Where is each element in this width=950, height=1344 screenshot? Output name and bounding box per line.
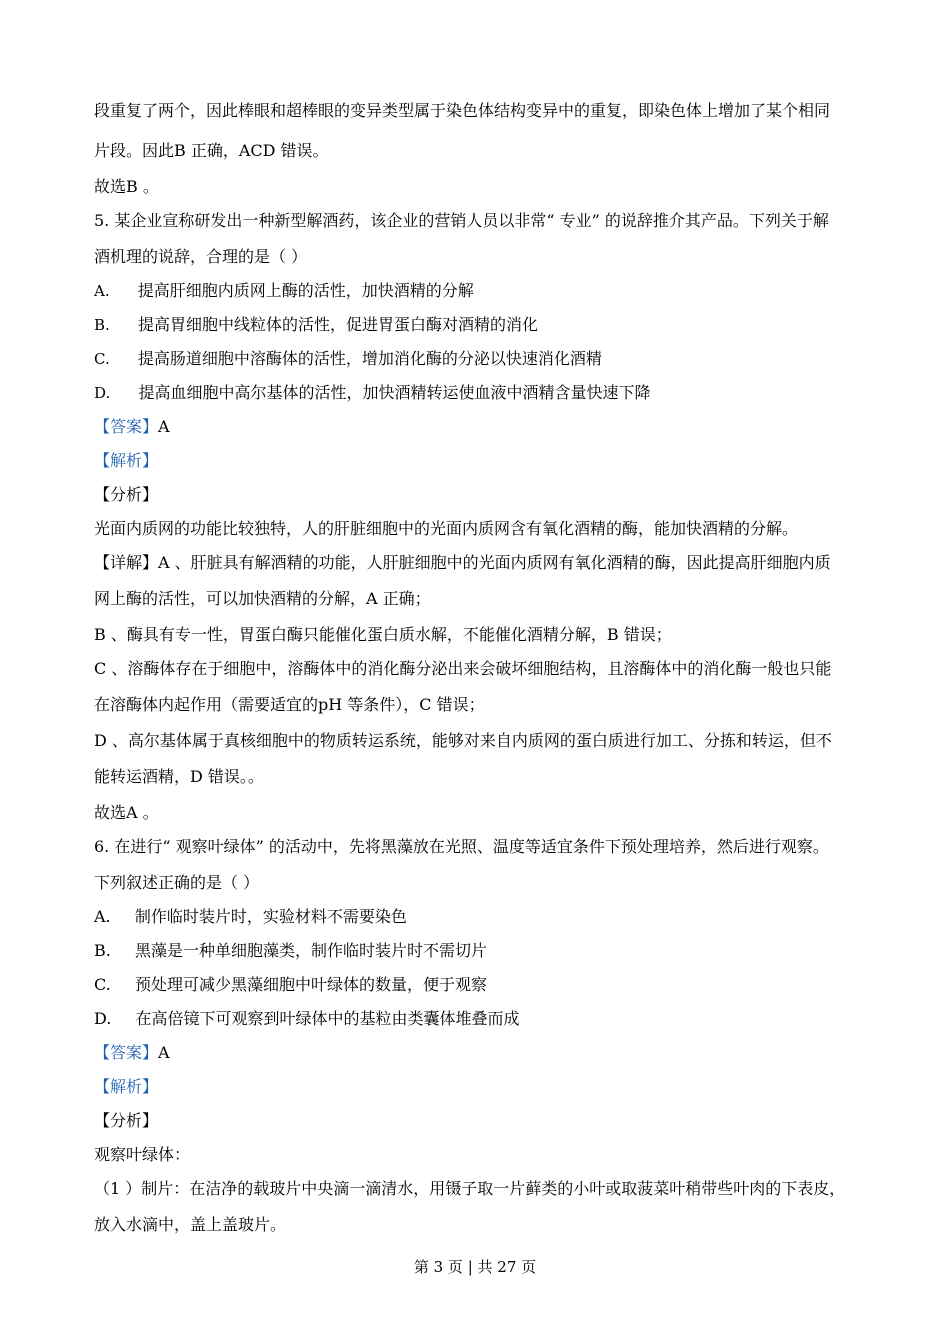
option-text: 黑藻是一种单细胞藻类，制作临时装片时不需切片	[135, 941, 488, 960]
q5-option-a	[94, 280, 474, 302]
option-label: C.	[94, 975, 111, 994]
answer-tag: 【答案】	[94, 417, 159, 436]
option-label: D.	[94, 384, 111, 402]
page-footer: 第 3 页 | 共 27 页	[413, 1258, 537, 1276]
q4-choice: 故选B 。	[94, 177, 159, 196]
q5-stem-line-1: 5. 某企业宣称研发出一种新型解酒药，该企业的营销人员以非常“ 专业” 的说辞推介其产品。下列关于解	[94, 211, 829, 230]
q6-analysis-tag: 【解析】	[94, 1077, 159, 1096]
q6-step1-line-1: （1 ）制片：在洁净的载玻片中央滴一滴清水，用镊子取一片藓类的小叶或取菠菜叶稍带些叶肉的下表皮，	[94, 1179, 846, 1198]
q5-fenxi-tag: 【分析】	[94, 485, 159, 504]
option-text: 在高倍镜下可观察到叶绿体中的基粒由类囊体堆叠而成	[135, 1009, 520, 1028]
q6-fenxi-tag: 【分析】	[94, 1111, 159, 1130]
q6-option-c	[94, 974, 487, 996]
q5-choice: 故选A 。	[94, 803, 159, 822]
option-text: 提高肠道细胞中溶酶体的活性，增加消化酶的分泌以快速消化酒精	[137, 349, 602, 368]
q6-option-a	[94, 906, 407, 928]
q5-option-b	[94, 314, 538, 336]
q6-stem-line-1: 6. 在进行“ 观察叶绿体” 的活动中，先将黑藻放在光照、温度等适宜条件下预处理培养，然后进行观察。	[94, 837, 829, 856]
option-text: 提高肝细胞内质网上酶的活性，加快酒精的分解	[137, 281, 474, 300]
q5-detail-line-4: C 、溶酶体存在于细胞中，溶酶体中的消化酶分泌出来会破坏细胞结构，且溶酶体中的消化酶一般也只能	[94, 659, 832, 678]
option-label: D.	[94, 1009, 112, 1028]
q6-stem-line-2: 下列叙述正确的是（ ）	[94, 873, 260, 892]
q5-stem-line-2: 酒机理的说辞，合理的是（ ）	[94, 247, 308, 266]
option-label: B.	[94, 941, 111, 960]
option-text: 制作临时装片时，实验材料不需要染色	[134, 907, 407, 926]
q6-step1-line-2: 放入水滴中，盖上盖玻片。	[94, 1215, 287, 1234]
option-label: C.	[94, 350, 110, 368]
q6-option-d	[94, 1008, 520, 1030]
q4-explanation-line-1: 段重复了两个，因此棒眼和超棒眼的变异类型属于染色体结构变异中的重复，即染色体上增加了某个相同	[94, 101, 831, 120]
q5-option-d	[94, 382, 650, 404]
option-text: 预处理可减少黑藻细胞中叶绿体的数量，便于观察	[134, 975, 487, 994]
option-label: A.	[94, 282, 110, 300]
q5-detail-line-7: 能转运酒精，D 错误。。	[94, 767, 264, 786]
option-label: A.	[94, 907, 111, 926]
answer-tag: 【答案】	[94, 1043, 159, 1062]
q5-detail-line-1: 【详解】A 、肝脏具有解酒精的功能，人肝脏细胞中的光面内质网有氧化酒精的酶，因此提高肝细胞内质	[94, 553, 831, 572]
q4-explanation-line-2: 片段。因此B 正确，ACD 错误。	[94, 141, 329, 160]
answer-value: A	[158, 417, 170, 436]
q6-option-b	[94, 940, 487, 962]
q5-analysis-tag: 【解析】	[94, 451, 159, 470]
answer-value: A	[158, 1043, 170, 1062]
q5-fenxi-text: 光面内质网的功能比较独特，人的肝脏细胞中的光面内质网含有氧化酒精的酶，能加快酒精的分解。	[94, 519, 799, 538]
option-text: 提高血细胞中高尔基体的活性，加快酒精转运使血液中酒精含量快速下降	[138, 383, 651, 402]
q5-answer	[94, 416, 170, 438]
q5-detail-line-6: D 、高尔基体属于真核细胞中的物质转运系统，能够对来自内质网的蛋白质进行加工、分拣和转运，但不	[94, 731, 832, 750]
option-text: 提高胃细胞中线粒体的活性，促进胃蛋白酶对酒精的消化	[137, 315, 538, 334]
q5-detail-line-5: 在溶酶体内起作用（需要适宜的pH 等条件），C 错误；	[94, 695, 485, 714]
q6-fenxi-text: 观察叶绿体：	[94, 1145, 191, 1164]
option-label: B.	[94, 316, 110, 334]
q5-detail-line-2: 网上酶的活性，可以加快酒精的分解，A 正确；	[94, 589, 431, 608]
q5-option-c	[94, 348, 602, 370]
q5-detail-line-3: B 、酶具有专一性，胃蛋白酶只能催化蛋白质水解，不能催化酒精分解，B 错误；	[94, 625, 672, 644]
q6-answer	[94, 1042, 170, 1064]
